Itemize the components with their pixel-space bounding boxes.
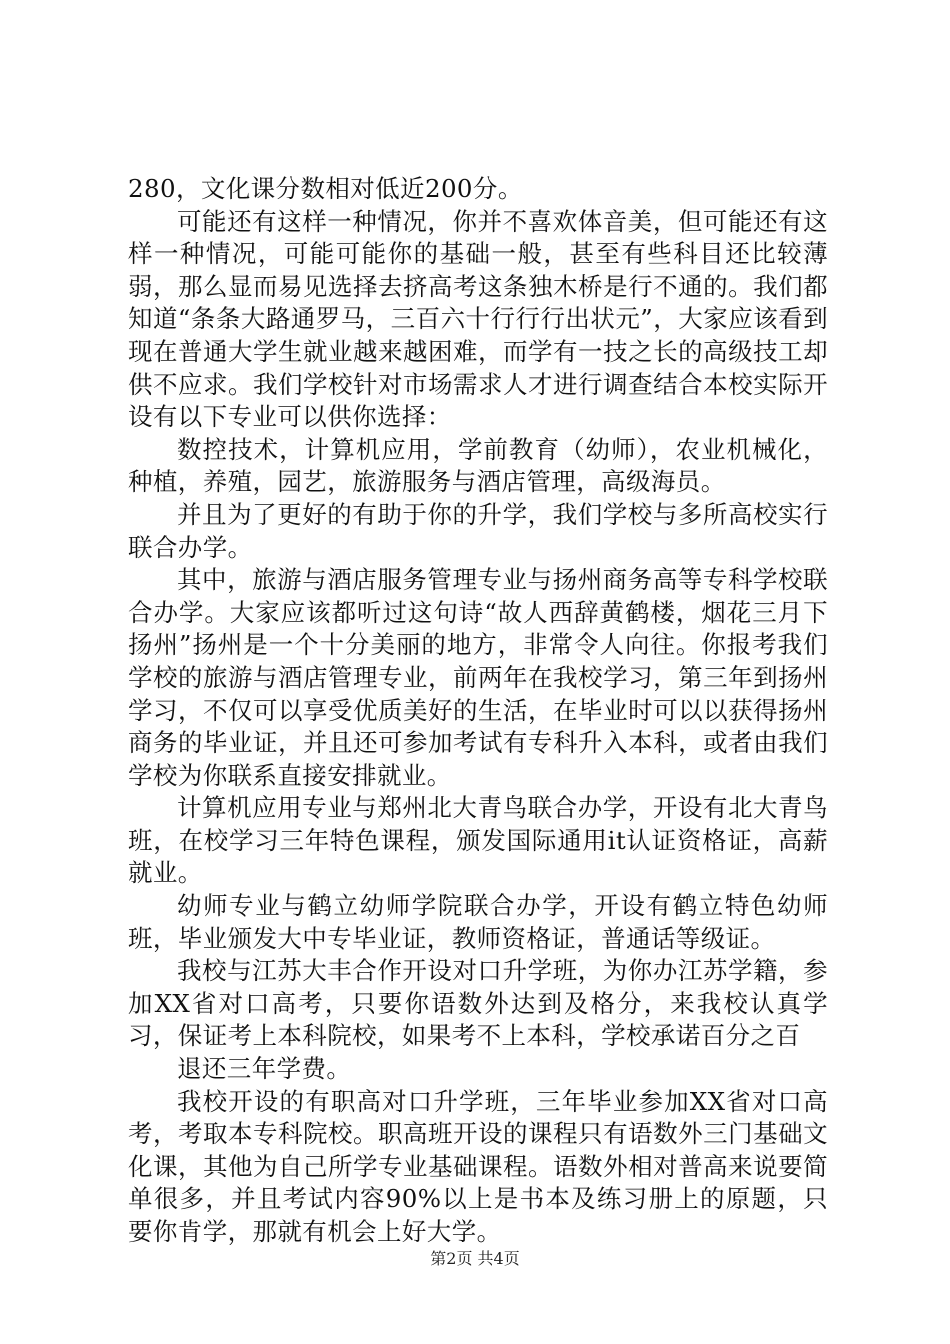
paragraph: 其中，旅游与酒店服务管理专业与扬州商务高等专科学校联合办学。大家应该都听过这句诗“故人西辞黄鹤楼，烟花三月下扬州”扬州是一个十分美丽的地方，非常令人向往。你报考我们学校的旅游与酒店管理专业，前两年在我校学习，第三年到扬州学习，不仅可以享受优质美好的生活，在毕业时可以以获得扬州商务的毕业证，并且还可参加考试有专科升入本科，或者由我们学校为你联系直接安排就业。 — [128, 565, 828, 790]
paragraph: 并且为了更好的有助于你的升学，我们学校与多所高校实行联合办学。 — [128, 499, 828, 562]
paragraph: 280，文化课分数相对低近200分。 — [128, 174, 523, 203]
paragraph: 可能还有这样一种情况，你并不喜欢体音美，但可能还有这样一种情况，可能可能你的基础一般，甚至有些科目还比较薄弱，那么显而易见选择去挤高考这条独木桥是行不通的。我们都知道“条条大路通罗马，三百六十行行行出状元”，大家应该看到现在普通大学生就业越来越困难，而学有一技之长的高级技工却供不应求。我们学校针对市场需求人才进行调查结合本校实际开设有以下专业可以供你选择： — [128, 206, 828, 432]
paragraph: 数控技术，计算机应用，学前教育（幼师），农业机械化，种植，养殖，园艺，旅游服务与酒店管理，高级海员。 — [128, 434, 828, 497]
paragraph: 我校开设的有职高对口升学班，三年毕业参加XX省对口高考，考取本专科院校。职高班开设的课程只有语数外三门基础文化课，其他为自己所学专业基础课程。语数外相对普高来说要简单很多，并且考试内容90%以上是书本及练习册上的原题，只要你肯学，那就有机会上好大学。 — [128, 1086, 828, 1246]
page-number-footer: 第2页 共4页 — [430, 1249, 520, 1268]
paragraph: 计算机应用专业与郑州北大青鸟联合办学，开设有北大青鸟班，在校学习三年特色课程，颁发国际通用it认证资格证，高薪就业。 — [128, 793, 828, 888]
paragraph: 退还三年学费。 — [177, 1054, 352, 1084]
paragraph: 我校与江苏大丰合作开设对口升学班，为你办江苏学籍，参加XX省对口高考，只要你语数外达到及格分，来我校认真学习，保证考上本科院校，如果考不上本科，学校承诺百分之百 — [128, 956, 828, 1051]
document-body — [128, 173, 828, 1249]
paragraph: 幼师专业与鹤立幼师学院联合办学，开设有鹤立特色幼师班，毕业颁发大中专毕业证，教师资格证，普通话等级证。 — [128, 891, 828, 953]
